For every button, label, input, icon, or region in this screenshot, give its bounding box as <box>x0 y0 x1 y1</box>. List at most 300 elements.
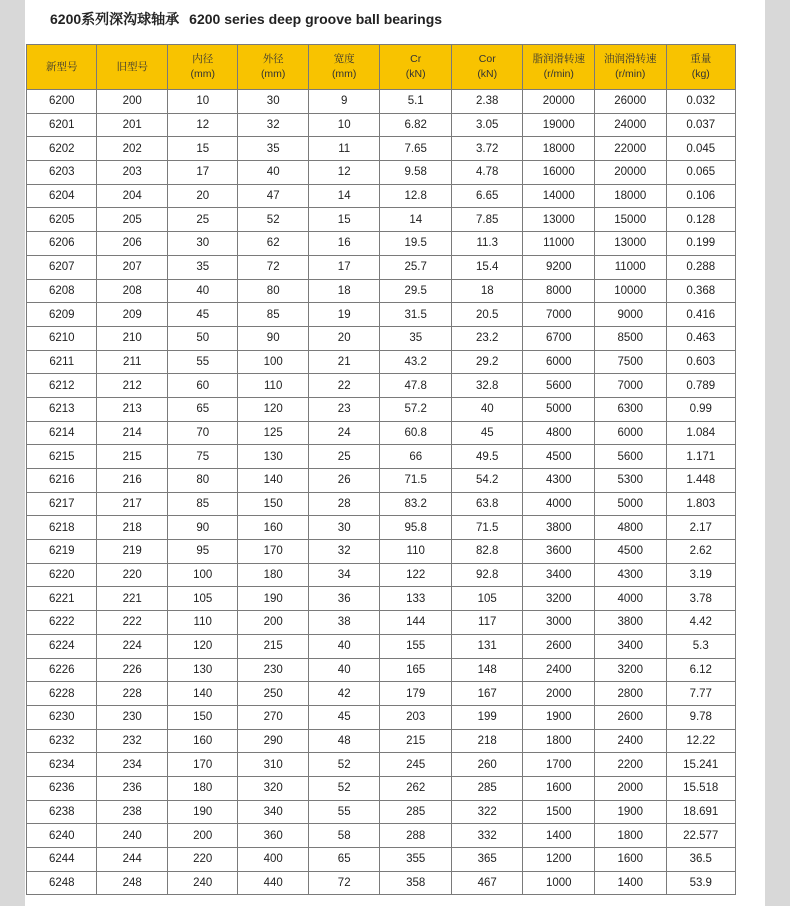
table-cell: 270 <box>238 705 308 729</box>
table-cell: 244 <box>97 848 167 872</box>
table-cell: 23 <box>308 397 380 421</box>
table-row <box>27 634 736 658</box>
table-cell: 20 <box>167 184 237 208</box>
table-cell: 224 <box>97 634 167 658</box>
table-row <box>27 421 736 445</box>
table-cell: 25 <box>308 445 380 469</box>
table-cell: 40 <box>451 397 523 421</box>
table-cell: 52 <box>238 208 308 232</box>
column-header <box>308 45 380 90</box>
column-header-unit: (mm) <box>331 68 357 80</box>
table-cell: 20 <box>308 326 380 350</box>
table-cell: 340 <box>238 800 308 824</box>
table-cell: 60 <box>167 374 237 398</box>
table-cell: 36 <box>308 587 380 611</box>
table-cell: 3.72 <box>451 137 523 161</box>
table-cell: 20000 <box>523 90 595 114</box>
table-cell: 5.1 <box>380 90 452 114</box>
column-header <box>380 45 452 90</box>
table-cell: 0.106 <box>666 184 735 208</box>
table-cell: 6238 <box>27 800 97 824</box>
table-cell: 4800 <box>595 516 667 540</box>
table-cell: 15 <box>167 137 237 161</box>
table-cell: 0.603 <box>666 350 735 374</box>
title-cn: 6200系列深沟球轴承 <box>50 11 180 27</box>
table-cell: 170 <box>238 540 308 564</box>
table-cell: 11.3 <box>451 232 523 256</box>
table-cell: 6.65 <box>451 184 523 208</box>
table-cell: 3800 <box>595 611 667 635</box>
column-header <box>167 45 237 90</box>
table-cell: 0.789 <box>666 374 735 398</box>
table-cell: 6219 <box>27 540 97 564</box>
table-cell: 1.171 <box>666 445 735 469</box>
table-cell: 215 <box>380 729 452 753</box>
table-cell: 72 <box>238 255 308 279</box>
table-cell: 80 <box>238 279 308 303</box>
table-cell: 4000 <box>523 492 595 516</box>
table-header-row <box>27 45 736 90</box>
column-header-unit: (r/min) <box>543 68 574 80</box>
table-cell: 232 <box>97 729 167 753</box>
table-cell: 6202 <box>27 137 97 161</box>
table-cell: 4.42 <box>666 611 735 635</box>
table-cell: 150 <box>238 492 308 516</box>
table-cell: 43.2 <box>380 350 452 374</box>
table-cell: 105 <box>451 587 523 611</box>
column-header-unit: (r/min) <box>615 68 646 80</box>
table-cell: 285 <box>451 776 523 800</box>
table-cell: 32 <box>308 540 380 564</box>
table-cell: 3200 <box>595 658 667 682</box>
table-cell: 290 <box>238 729 308 753</box>
column-header-label: Cor <box>478 53 496 65</box>
table-cell: 11000 <box>595 255 667 279</box>
table-row <box>27 729 736 753</box>
table-cell: 207 <box>97 255 167 279</box>
table-cell: 322 <box>451 800 523 824</box>
table-cell: 0.045 <box>666 137 735 161</box>
column-header-label: 重量 <box>690 53 712 65</box>
table-row <box>27 563 736 587</box>
table-cell: 71.5 <box>451 516 523 540</box>
table-cell: 12 <box>308 161 380 185</box>
table-cell: 220 <box>167 848 237 872</box>
table-row <box>27 516 736 540</box>
table-cell: 285 <box>380 800 452 824</box>
table-cell: 82.8 <box>451 540 523 564</box>
table-cell: 110 <box>238 374 308 398</box>
table-cell: 130 <box>238 445 308 469</box>
table-cell: 26000 <box>595 90 667 114</box>
table-cell: 6218 <box>27 516 97 540</box>
table-cell: 14000 <box>523 184 595 208</box>
table-cell: 238 <box>97 800 167 824</box>
column-header-unit: (kN) <box>477 68 498 80</box>
table-cell: 36.5 <box>666 848 735 872</box>
table-cell: 2.17 <box>666 516 735 540</box>
table-cell: 53.9 <box>666 871 735 895</box>
table-cell: 200 <box>167 824 237 848</box>
table-cell: 2000 <box>595 776 667 800</box>
column-header <box>595 45 667 90</box>
table-row <box>27 208 736 232</box>
table-cell: 214 <box>97 421 167 445</box>
column-header-unit: (kg) <box>691 68 710 80</box>
table-cell: 1000 <box>523 871 595 895</box>
table-cell: 95 <box>167 540 237 564</box>
table-cell: 150 <box>167 705 237 729</box>
table-cell: 6222 <box>27 611 97 635</box>
table-cell: 6248 <box>27 871 97 895</box>
table-cell: 50 <box>167 326 237 350</box>
table-cell: 2600 <box>523 634 595 658</box>
table-cell: 85 <box>238 303 308 327</box>
table-cell: 18 <box>308 279 380 303</box>
column-header-label: 新型号 <box>45 60 78 73</box>
table-cell: 332 <box>451 824 523 848</box>
column-header <box>97 45 167 90</box>
table-cell: 1400 <box>595 871 667 895</box>
table-cell: 1800 <box>523 729 595 753</box>
table-cell: 40 <box>167 279 237 303</box>
title-en: 6200 series deep groove ball bearings <box>189 11 443 27</box>
table-cell: 1400 <box>523 824 595 848</box>
table-cell: 35 <box>167 255 237 279</box>
table-cell: 75 <box>167 445 237 469</box>
column-header <box>27 45 97 90</box>
table-cell: 234 <box>97 753 167 777</box>
table-cell: 6217 <box>27 492 97 516</box>
table-cell: 21 <box>308 350 380 374</box>
table-cell: 24 <box>308 421 380 445</box>
table-cell: 35 <box>380 326 452 350</box>
table-row <box>27 492 736 516</box>
table-cell: 288 <box>380 824 452 848</box>
table-cell: 5300 <box>595 469 667 493</box>
table-cell: 236 <box>97 776 167 800</box>
table-cell: 0.99 <box>666 397 735 421</box>
table-cell: 7.77 <box>666 682 735 706</box>
table-row <box>27 871 736 895</box>
table-cell: 48 <box>308 729 380 753</box>
table-cell: 20000 <box>595 161 667 185</box>
table-cell: 52 <box>308 776 380 800</box>
table-cell: 12.22 <box>666 729 735 753</box>
table-cell: 6201 <box>27 113 97 137</box>
table-cell: 40 <box>308 634 380 658</box>
table-cell: 11 <box>308 137 380 161</box>
table-cell: 6204 <box>27 184 97 208</box>
table-cell: 80 <box>167 469 237 493</box>
table-cell: 365 <box>451 848 523 872</box>
column-header <box>523 45 595 90</box>
table-cell: 6240 <box>27 824 97 848</box>
column-header-label: 外径 <box>262 53 284 65</box>
table-cell: 6208 <box>27 279 97 303</box>
table-cell: 1900 <box>595 800 667 824</box>
table-cell: 1200 <box>523 848 595 872</box>
table-cell: 85 <box>167 492 237 516</box>
table-cell: 4500 <box>523 445 595 469</box>
table-cell: 248 <box>97 871 167 895</box>
column-header-label: Cr <box>410 53 422 65</box>
table-cell: 1700 <box>523 753 595 777</box>
table-cell: 10 <box>167 90 237 114</box>
table-row <box>27 705 736 729</box>
table-cell: 105 <box>167 587 237 611</box>
table-cell: 0.288 <box>666 255 735 279</box>
column-header-unit: (mm) <box>260 68 286 80</box>
table-cell: 6234 <box>27 753 97 777</box>
table-cell: 222 <box>97 611 167 635</box>
table-cell: 19 <box>308 303 380 327</box>
table-cell: 160 <box>167 729 237 753</box>
table-cell: 210 <box>97 326 167 350</box>
table-cell: 180 <box>238 563 308 587</box>
table-cell: 204 <box>97 184 167 208</box>
table-cell: 310 <box>238 753 308 777</box>
table-cell: 60.8 <box>380 421 452 445</box>
table-cell: 1.084 <box>666 421 735 445</box>
table-cell: 19.5 <box>380 232 452 256</box>
table-row <box>27 303 736 327</box>
table-cell: 14 <box>380 208 452 232</box>
table-cell: 6207 <box>27 255 97 279</box>
table-row <box>27 397 736 421</box>
table-cell: 0.416 <box>666 303 735 327</box>
table-cell: 54.2 <box>451 469 523 493</box>
table-cell: 245 <box>380 753 452 777</box>
table-cell: 179 <box>380 682 452 706</box>
table-cell: 47 <box>238 184 308 208</box>
table-cell: 1600 <box>523 776 595 800</box>
table-cell: 20.5 <box>451 303 523 327</box>
table-cell: 2200 <box>595 753 667 777</box>
table-cell: 18000 <box>523 137 595 161</box>
table-cell: 211 <box>97 350 167 374</box>
table-cell: 95.8 <box>380 516 452 540</box>
table-cell: 6236 <box>27 776 97 800</box>
column-header-unit: (kN) <box>405 68 426 80</box>
column-header-label: 脂润滑转速 <box>532 53 585 65</box>
table-cell: 8500 <box>595 326 667 350</box>
table-row <box>27 540 736 564</box>
table-cell: 100 <box>167 563 237 587</box>
table-cell: 12 <box>167 113 237 137</box>
table-cell: 120 <box>238 397 308 421</box>
table-cell: 208 <box>97 279 167 303</box>
table-cell: 45 <box>308 705 380 729</box>
table-cell: 110 <box>380 540 452 564</box>
table-cell: 4500 <box>595 540 667 564</box>
table-cell: 170 <box>167 753 237 777</box>
table-cell: 28 <box>308 492 380 516</box>
table-cell: 24000 <box>595 113 667 137</box>
table-cell: 13000 <box>523 208 595 232</box>
table-cell: 32.8 <box>451 374 523 398</box>
table-body <box>27 90 736 895</box>
table-cell: 5000 <box>595 492 667 516</box>
table-cell: 45 <box>451 421 523 445</box>
table-cell: 6300 <box>595 397 667 421</box>
table-cell: 1600 <box>595 848 667 872</box>
table-cell: 6210 <box>27 326 97 350</box>
table-cell: 9200 <box>523 255 595 279</box>
table-cell: 90 <box>238 326 308 350</box>
table-cell: 10 <box>308 113 380 137</box>
table-cell: 40 <box>238 161 308 185</box>
table-cell: 250 <box>238 682 308 706</box>
table-cell: 4800 <box>523 421 595 445</box>
table-cell: 70 <box>167 421 237 445</box>
table-cell: 32 <box>238 113 308 137</box>
table-row <box>27 611 736 635</box>
table-cell: 467 <box>451 871 523 895</box>
table-row <box>27 374 736 398</box>
table-cell: 16000 <box>523 161 595 185</box>
table-cell: 4300 <box>523 469 595 493</box>
table-row <box>27 658 736 682</box>
table-cell: 209 <box>97 303 167 327</box>
table-cell: 6200 <box>27 90 97 114</box>
table-cell: 92.8 <box>451 563 523 587</box>
table-cell: 2800 <box>595 682 667 706</box>
table-cell: 30 <box>167 232 237 256</box>
table-cell: 25.7 <box>380 255 452 279</box>
table-cell: 6216 <box>27 469 97 493</box>
table-cell: 6205 <box>27 208 97 232</box>
table-cell: 165 <box>380 658 452 682</box>
table-cell: 140 <box>167 682 237 706</box>
table-cell: 55 <box>167 350 237 374</box>
table-cell: 1500 <box>523 800 595 824</box>
table-cell: 26 <box>308 469 380 493</box>
table-cell: 6209 <box>27 303 97 327</box>
table-cell: 40 <box>308 658 380 682</box>
table-cell: 30 <box>238 90 308 114</box>
table-cell: 144 <box>380 611 452 635</box>
table-cell: 6212 <box>27 374 97 398</box>
table-row <box>27 279 736 303</box>
table-cell: 14 <box>308 184 380 208</box>
table-cell: 5.3 <box>666 634 735 658</box>
table-cell: 206 <box>97 232 167 256</box>
table-cell: 0.463 <box>666 326 735 350</box>
table-cell: 18 <box>451 279 523 303</box>
table-cell: 6.82 <box>380 113 452 137</box>
table-cell: 0.199 <box>666 232 735 256</box>
table-cell: 10000 <box>595 279 667 303</box>
table-cell: 9 <box>308 90 380 114</box>
table-cell: 0.032 <box>666 90 735 114</box>
table-cell: 221 <box>97 587 167 611</box>
table-cell: 12.8 <box>380 184 452 208</box>
table-row <box>27 161 736 185</box>
table-cell: 57.2 <box>380 397 452 421</box>
table-cell: 63.8 <box>451 492 523 516</box>
table-cell: 200 <box>238 611 308 635</box>
table-cell: 47.8 <box>380 374 452 398</box>
table-cell: 3800 <box>523 516 595 540</box>
table-cell: 120 <box>167 634 237 658</box>
table-cell: 2400 <box>595 729 667 753</box>
table-cell: 4000 <box>595 587 667 611</box>
table-cell: 7.65 <box>380 137 452 161</box>
table-cell: 0.065 <box>666 161 735 185</box>
table-cell: 355 <box>380 848 452 872</box>
table-cell: 5600 <box>595 445 667 469</box>
table-cell: 1.448 <box>666 469 735 493</box>
table-cell: 3200 <box>523 587 595 611</box>
table-cell: 90 <box>167 516 237 540</box>
table-cell: 5600 <box>523 374 595 398</box>
table-cell: 22.577 <box>666 824 735 848</box>
table-cell: 6232 <box>27 729 97 753</box>
table-cell: 0.368 <box>666 279 735 303</box>
table-cell: 260 <box>451 753 523 777</box>
table-cell: 30 <box>308 516 380 540</box>
table-row <box>27 90 736 114</box>
table-cell: 29.2 <box>451 350 523 374</box>
page-title <box>50 9 442 29</box>
table-cell: 7000 <box>523 303 595 327</box>
table-cell: 65 <box>167 397 237 421</box>
table-cell: 45 <box>167 303 237 327</box>
table-cell: 22000 <box>595 137 667 161</box>
table-cell: 190 <box>167 800 237 824</box>
table-cell: 122 <box>380 563 452 587</box>
table-cell: 130 <box>167 658 237 682</box>
table-cell: 140 <box>238 469 308 493</box>
table-cell: 72 <box>308 871 380 895</box>
table-cell: 215 <box>238 634 308 658</box>
table-cell: 6214 <box>27 421 97 445</box>
table-cell: 15 <box>308 208 380 232</box>
table-cell: 133 <box>380 587 452 611</box>
table-cell: 1900 <box>523 705 595 729</box>
table-row <box>27 753 736 777</box>
table-cell: 240 <box>97 824 167 848</box>
table-cell: 3.05 <box>451 113 523 137</box>
table-cell: 213 <box>97 397 167 421</box>
table-cell: 2400 <box>523 658 595 682</box>
table-cell: 199 <box>451 705 523 729</box>
table-cell: 180 <box>167 776 237 800</box>
table-row <box>27 232 736 256</box>
table-row <box>27 800 736 824</box>
table-cell: 52 <box>308 753 380 777</box>
table-cell: 5000 <box>523 397 595 421</box>
table-cell: 6213 <box>27 397 97 421</box>
column-header-label: 油润滑转速 <box>604 53 657 65</box>
table-cell: 240 <box>167 871 237 895</box>
table-row <box>27 445 736 469</box>
table-cell: 71.5 <box>380 469 452 493</box>
table-cell: 117 <box>451 611 523 635</box>
bearing-spec-table <box>26 44 736 895</box>
table-cell: 2600 <box>595 705 667 729</box>
table-cell: 2000 <box>523 682 595 706</box>
table-cell: 201 <box>97 113 167 137</box>
table-cell: 58 <box>308 824 380 848</box>
table-cell: 0.037 <box>666 113 735 137</box>
table-cell: 9000 <box>595 303 667 327</box>
table-row <box>27 184 736 208</box>
table-cell: 1800 <box>595 824 667 848</box>
table-cell: 15000 <box>595 208 667 232</box>
table-cell: 6000 <box>595 421 667 445</box>
